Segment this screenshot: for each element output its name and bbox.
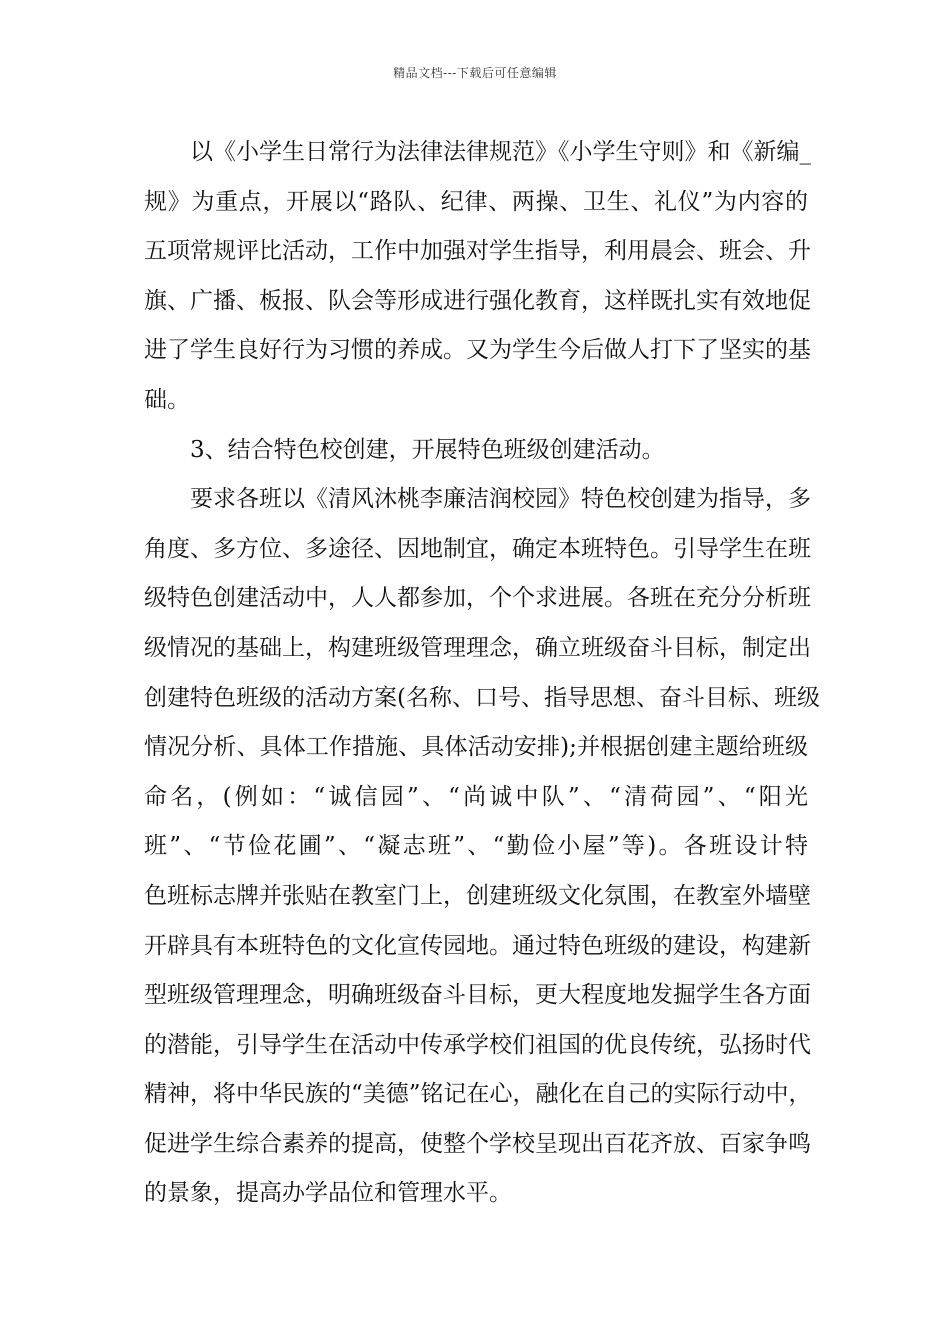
text-line: 五项常规评比活动，工作中加强对学生指导，利用晨会、班会、升 bbox=[144, 238, 811, 265]
text-line: 础。 bbox=[144, 386, 190, 413]
section-heading bbox=[144, 426, 808, 476]
text-line: 3、结合特色校创建，开展特色班级创建活动。 bbox=[190, 436, 665, 463]
text-line: 促进学生综合素养的提高，使整个学校呈现出百花齐放、百家争鸣 bbox=[144, 1130, 811, 1157]
text-line: 以《小学生日常行为法律法律规范》《小学生守则》和《新编_ bbox=[190, 139, 811, 165]
text-line: 的潜能，引导学生在活动中传承学校们祖国的优良传统，弘扬时代 bbox=[144, 1031, 811, 1058]
text-line: 命名，(例如：“诚信园”、“尚诚中队”、“清荷园”、“阳光 bbox=[144, 783, 808, 810]
paragraph bbox=[144, 128, 811, 426]
text-line: 开辟具有本班特色的文化宣传园地。通过特色班级的建设，构建新 bbox=[144, 932, 811, 959]
text-line: 级情况的基础上，构建班级管理理念，确立班级奋斗目标，制定出 bbox=[144, 634, 811, 661]
text-line: 要求各班以《清风沐桃李廉洁润校园》特色校创建为指导，多 bbox=[190, 486, 811, 513]
text-line: 的景象，提高办学品位和管理水平。 bbox=[144, 1180, 512, 1207]
text-line: 角度、多方位、多途径、因地制宜，确定本班特色。引导学生在班 bbox=[144, 535, 811, 562]
text-line: 精神，将中华民族的“美德”铭记在心，融化在自己的实际行动中， bbox=[144, 1081, 812, 1108]
page-header: 精品文档---下载后可任意编辑 bbox=[393, 66, 557, 80]
text-line: 级特色创建活动中，人人都参加，个个求进展。各班在充分分析班 bbox=[144, 585, 811, 612]
text-line: 规》为重点，开展以“路队、纪律、两操、卫生、礼仪”为内容的 bbox=[144, 188, 808, 215]
document-body bbox=[144, 128, 820, 1219]
text-line: 旗、广播、板报、队会等形成进行强化教育，这样既扎实有效地促 bbox=[144, 287, 811, 314]
text-line: 色班标志牌并张贴在教室门上，创建班级文化氛围，在教室外墙壁 bbox=[144, 882, 811, 909]
text-line: 型班级管理理念，明确班级奋斗目标，更大程度地发掘学生各方面 bbox=[144, 982, 811, 1009]
paragraph bbox=[144, 475, 820, 1219]
text-line: 班”、“节俭花圃”、“凝志班”、“勤俭小屋”等)。各班设计特 bbox=[144, 833, 808, 860]
text-line: 创建特色班级的活动方案(名称、口号、指导思想、奋斗目标、班级 bbox=[144, 684, 820, 711]
text-line: 情况分析、具体工作措施、具体活动安排);并根据创建主题给班级 bbox=[144, 734, 808, 761]
text-line: 进了学生良好行为习惯的养成。又为学生今后做人打下了坚实的基 bbox=[144, 337, 811, 364]
